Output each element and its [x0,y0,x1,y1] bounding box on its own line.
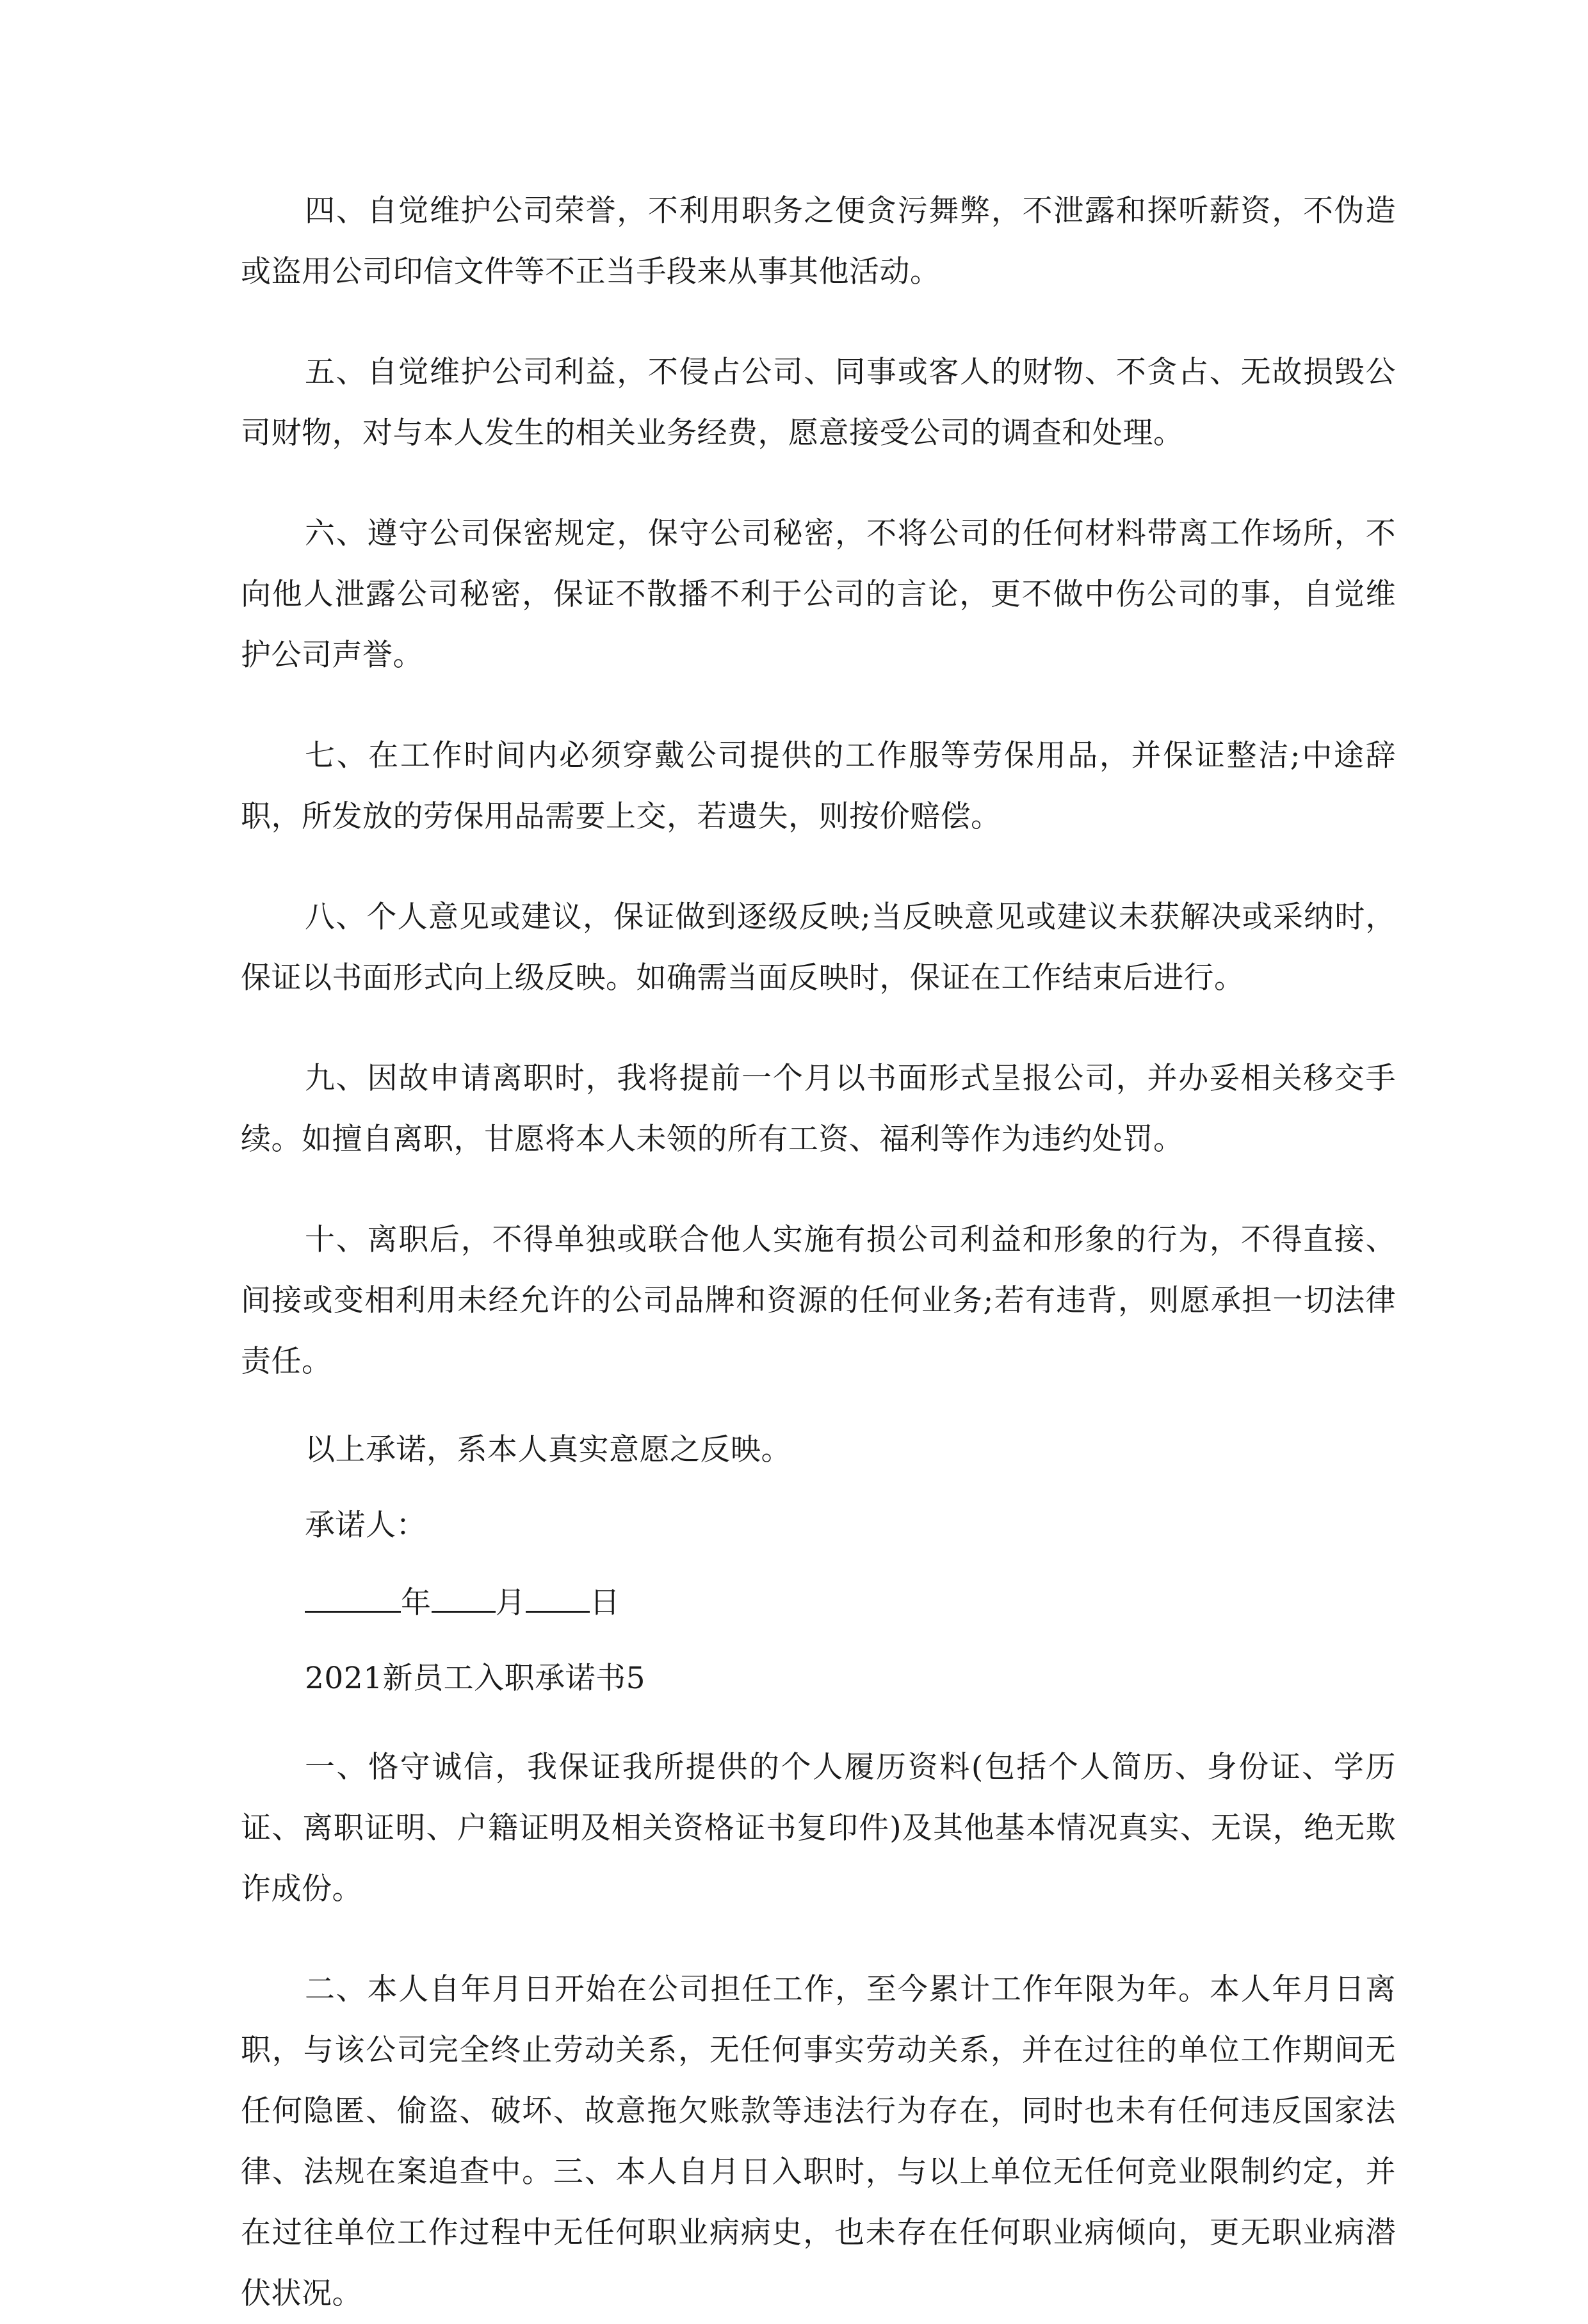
month-label: 月 [495,1585,526,1620]
clause-eight: 八、个人意见或建议，保证做到逐级反映;当反映意见或建议未获解决或采纳时，保证以书面形式向上级反映。如确需当面反映时，保证在工作结束后进行。 [241,900,1396,996]
clause-ten: 十、离职后，不得单独或联合他人实施有损公司利益和形象的行为，不得直接、间接或变相利用未经允许的公司品牌和资源的任何业务;若有违背，则愿承担一切法律责任。 [241,1222,1396,1379]
year-label: 年 [401,1585,432,1620]
clause-two-three: 二、本人自年月日开始在公司担任工作，至今累计工作年限为年。本人年月日离职，与该公司完全终止劳动关系，无任何事实劳动关系，并在过往的单位工作期间无任何隐匿、偷盗、破坏、故意拖欠账款等违法行为存在，同时也未有任何违反国家法律、法规在案追查中。三、本人自月日入职时，与以上单位无任何竞业限制约定，并在过往单位工作过程中无任何职业病病史，也未存在任何职业病倾向，更无职业病潜伏状况。 [241,1972,1396,2311]
closing-statement: 以上承诺，系本人真实意愿之反映。 [305,1432,791,1467]
month-blank [432,1583,496,1613]
clause-one: 一、恪守诚信，我保证我所提供的个人履历资料(包括个人简历、身份证、学历证、离职证明、户籍证明及相关资格证书复印件)及其他基本情况真实、无误，绝无欺诈成份。 [241,1750,1396,1907]
date-line [241,1583,1396,1622]
clause-five: 五、自觉维护公司利益，不侵占公司、同事或客人的财物、不贪占、无故损毁公司财物，对与本人发生的相关业务经费，愿意接受公司的调查和处理。 [241,355,1396,451]
clause-six: 六、遵守公司保密规定，保守公司秘密，不将公司的任何材料带离工作场所，不向他人泄露公司秘密，保证不散播不利于公司的言论，更不做中伤公司的事，自觉维护公司声誉。 [241,516,1396,673]
clause-four: 四、自觉维护公司荣誉，不利用职务之便贪污舞弊，不泄露和探听薪资，不伪造或盗用公司印信文件等不正当手段来从事其他活动。 [241,193,1396,289]
signer-label: 承诺人： [305,1508,426,1543]
day-blank [526,1583,590,1613]
clause-nine: 九、因故申请离职时，我将提前一个月以书面形式呈报公司，并办妥相关移交手续。如擅自离职，甘愿将本人未领的所有工资、福利等作为违约处罚。 [241,1061,1396,1157]
year-blank [305,1583,401,1613]
day-label: 日 [590,1585,620,1620]
clause-seven: 七、在工作时间内必须穿戴公司提供的工作服等劳保用品，并保证整洁;中途辞职，所发放的劳保用品需要上交，若遗失，则按价赔偿。 [241,738,1396,834]
section-title: 2021新员工入职承诺书5 [305,1661,646,1696]
